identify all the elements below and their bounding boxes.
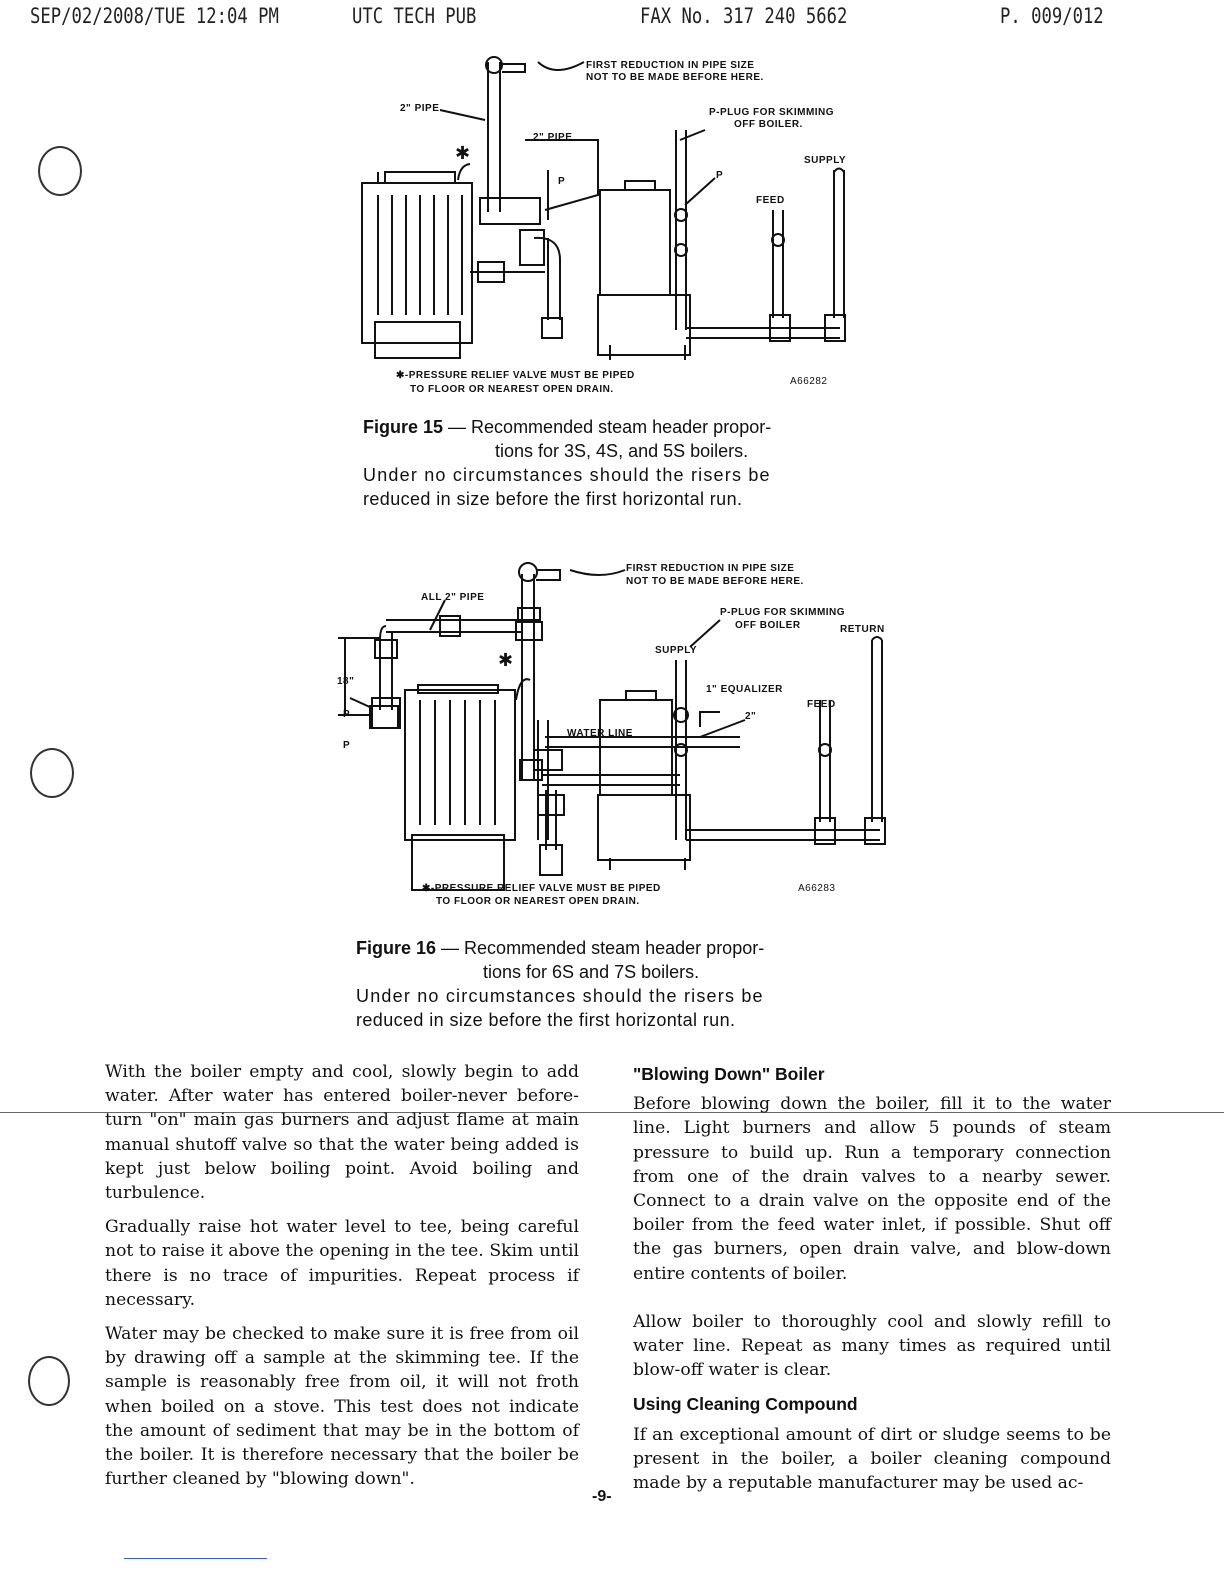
heading-blowing-down: "Blowing Down" Boiler (633, 1064, 825, 1084)
figure-16-caption-line1 (356, 937, 764, 961)
fig16-p-left: P (343, 709, 351, 720)
binder-hole-bottom (28, 1356, 70, 1406)
fig16-water-line: WATER LINE (567, 728, 633, 739)
figure-16-dash: — (436, 938, 465, 958)
fig15-supply: SUPPLY (804, 155, 847, 166)
fax-date-time: SEP/02/2008/TUE 12:04 PM (30, 4, 279, 28)
fig16-dim-18: 18" (337, 676, 355, 687)
fig15-feed: FEED (756, 195, 785, 206)
fig15-pipe-label-b: 2" PIPE (533, 132, 573, 143)
bottom-blue-rule (124, 1558, 267, 1559)
fig15-p-right: P (716, 170, 724, 181)
fig16-relief-note-1: ✱-PRESSURE RELIEF VALVE MUST BE PIPED (422, 883, 661, 894)
left-paragraph-3: Water may be checked to make sure it is free from oil by drawing off a sample at the skimming tee. If the sample is reasonably free from oil, it will not froth when boiled on a stove. This test does not indicate the amount of sediment that may be in the bottom of the boiler. It is therefore necessary that the boiler be further cleaned by "blowing down". (105, 1324, 579, 1490)
left-column (105, 1060, 579, 1501)
right-paragraph-3: If an exceptional amount of dirt or sludge seems to be present in the boiler, a boiler cleaning compound made by a reputable manufacturer may be used ac- (633, 1424, 1111, 1494)
figure-16-caption-line3: Under no circumstances should the risers be (356, 986, 764, 1006)
fig16-first-reduction-1: FIRST REDUCTION IN PIPE SIZE (626, 563, 795, 574)
figure-16-caption-text1: Recommended steam header propor- (464, 938, 765, 958)
figure-15-caption-line3: Under no circumstances should the risers be (363, 465, 771, 485)
fig15-pipe-label-a: 2" PIPE (400, 103, 440, 114)
heading-cleaning-compound: Using Cleaning Compound (633, 1394, 858, 1415)
fig16-first-reduction-2: NOT TO BE MADE BEFORE HERE. (626, 576, 804, 587)
fig15-relief-note-1: ✱-PRESSURE RELIEF VALVE MUST BE PIPED (396, 370, 635, 381)
fax-sender: UTC TECH PUB (352, 4, 477, 28)
figure-15-caption-text1: Recommended steam header propor- (471, 417, 772, 437)
fig16-relief-note-2: TO FLOOR OR NEAREST OPEN DRAIN. (436, 896, 640, 907)
fax-number: FAX No. 317 240 5662 (640, 4, 848, 28)
left-paragraph-1: With the boiler empty and cool, slowly begin to add water. After water has entered boiler-never before-turn "on" main gas burners and adjust flame at main manual shutoff valve so that the water being added is kept just below boiling point. Avoid boiling and turbulence. (105, 1062, 579, 1204)
fig15-code: A66282 (790, 376, 828, 387)
left-paragraph-2: Gradually raise hot water level to tee, being careful not to raise it above the opening in the tee. Skim until there is no trace of impurities. Repeat process if necessary. (105, 1217, 579, 1310)
page-number: -9- (592, 1488, 612, 1505)
right-column (633, 1062, 1111, 1505)
fig16-feed: FEED (807, 699, 836, 710)
fax-page: P. 009/012 (1000, 4, 1104, 28)
fig15-first-reduction-1: FIRST REDUCTION IN PIPE SIZE (586, 60, 755, 71)
right-paragraph-1: Before blowing down the boiler, fill it to the water line. Light burners and allow 5 pounds of steam pressure to build up. Run a temporary connection from one of the drain valves to a nearby sewer. Connect to a drain valve on the opposite end of the boiler from the feed water inlet, if possible. Shut off the gas burners, open drain valve, and blow-down entire contents of boiler. (633, 1094, 1111, 1284)
figure-16-diagram (0, 540, 1224, 940)
right-paragraph-2: Allow boiler to thoroughly cool and slowly refill to water line. Repeat as many times as required until blow-off water is clear. (633, 1311, 1111, 1381)
fig15-relief-note-2: TO FLOOR OR NEAREST OPEN DRAIN. (410, 384, 614, 395)
figure-15-label: Figure 15 (363, 417, 444, 437)
fig16-pplug-1: P-PLUG FOR SKIMMING (720, 607, 846, 618)
figure-15-dash: — (443, 417, 472, 437)
figure-15-caption-line1 (363, 416, 771, 440)
figure-15-caption-line2: tions for 3S, 4S, and 5S boilers. (495, 441, 749, 461)
fig16-p-left-2: P (343, 740, 351, 751)
fig16-two-inch: 2" (745, 711, 757, 722)
fig15-pplug-2: OFF BOILER. (734, 119, 803, 130)
fig16-all-pipe: ALL 2" PIPE (421, 592, 485, 603)
fig16-equalizer: 1" EQUALIZER (706, 684, 783, 695)
fig16-code: A66283 (798, 883, 836, 894)
fig15-pplug-1: P-PLUG FOR SKIMMING (709, 107, 835, 118)
fig15-first-reduction-2: NOT TO BE MADE BEFORE HERE. (586, 72, 764, 83)
figure-15-caption-line4: reduced in size before the first horizontal run. (363, 489, 743, 509)
figure-16-caption-line2: tions for 6S and 7S boilers. (483, 962, 700, 982)
figure-16-label: Figure 16 (356, 938, 437, 958)
figure-16-caption-line4: reduced in size before the first horizontal run. (356, 1010, 736, 1030)
fig16-supply: SUPPLY (655, 645, 698, 656)
fig15-relief-star: ✱ (455, 143, 471, 164)
fig16-return: RETURN (840, 624, 885, 635)
fig16-relief-star: ✱ (498, 650, 514, 671)
fig15-p-left: P (558, 176, 566, 187)
fig16-pplug-2: OFF BOILER (735, 620, 801, 631)
